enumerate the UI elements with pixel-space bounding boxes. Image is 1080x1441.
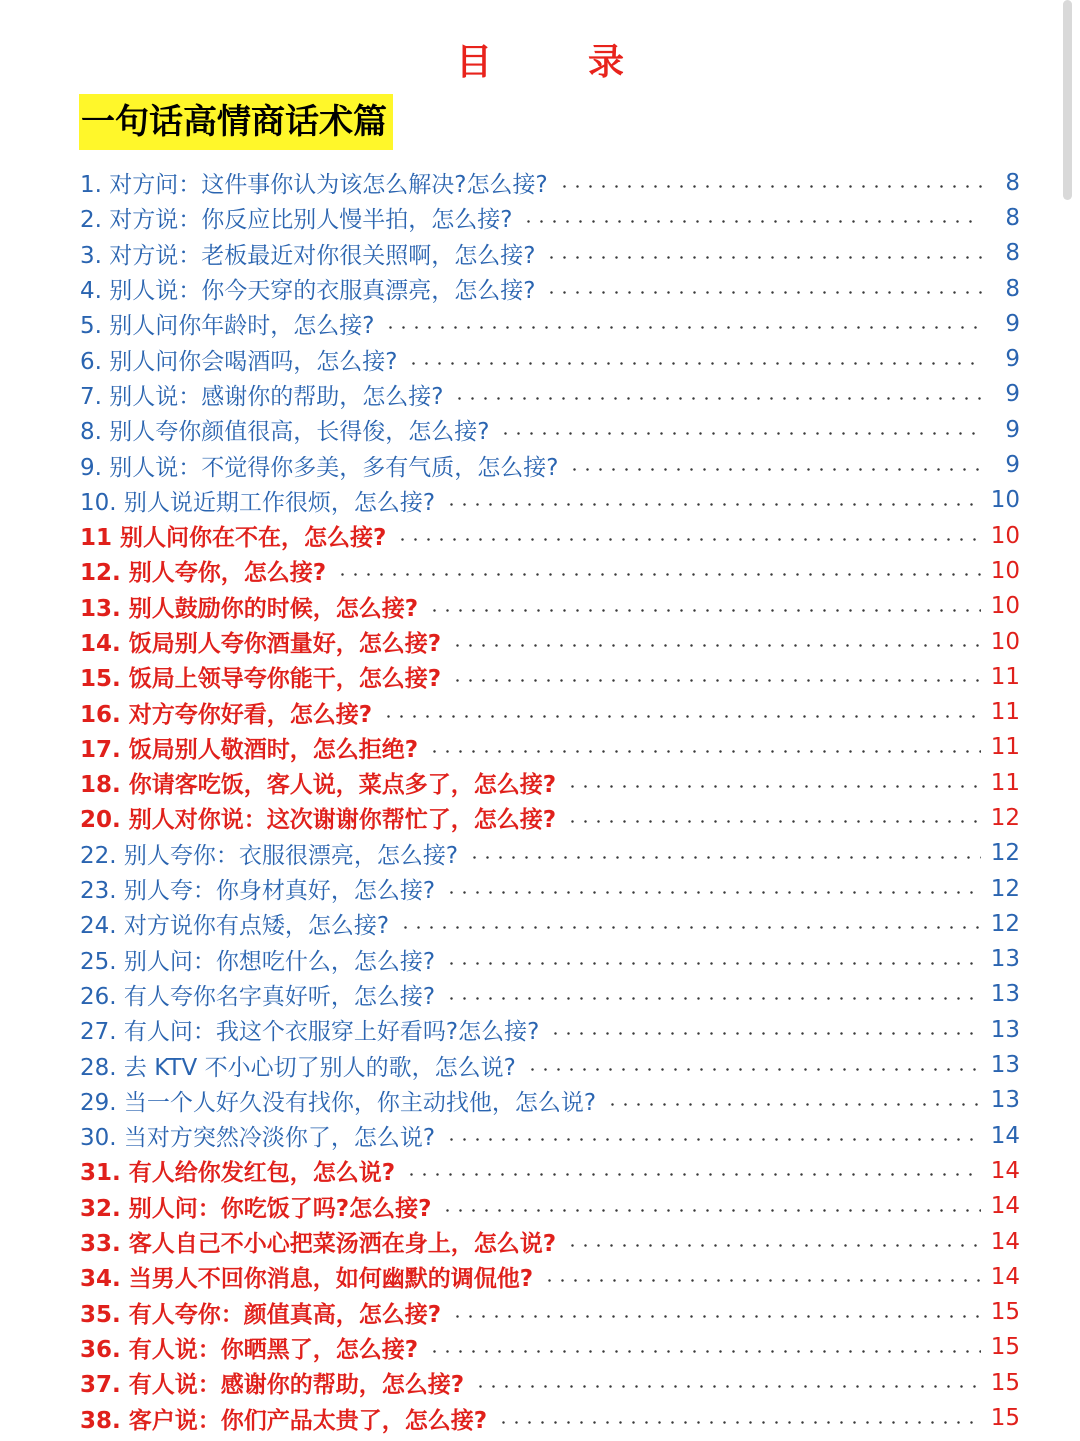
toc-entry-text: 11 别人问你在不在，怎么接? bbox=[80, 525, 387, 552]
dot-leader bbox=[441, 1209, 980, 1212]
toc-entry[interactable] bbox=[80, 271, 1020, 306]
toc-entry[interactable] bbox=[80, 589, 1020, 624]
dot-leader bbox=[428, 750, 981, 753]
toc-entry-text: 6. 别人问你会喝酒吗，怎么接? bbox=[80, 348, 398, 375]
toc-entry-text: 8. 别人夸你颜值很高，长得俊，怎么接? bbox=[80, 419, 490, 446]
dot-leader bbox=[568, 468, 982, 471]
toc-entry[interactable] bbox=[80, 1047, 1020, 1082]
toc-entry-text: 31. 有人给你发红包，怎么说? bbox=[80, 1160, 396, 1187]
dot-leader bbox=[445, 503, 981, 506]
dot-leader bbox=[445, 997, 981, 1000]
toc-entry-page-number: 12 bbox=[990, 840, 1020, 867]
toc-entry[interactable] bbox=[80, 447, 1020, 482]
toc-entry-text: 36. 有人说：你晒黑了，怎么接? bbox=[80, 1336, 419, 1363]
toc-entry-text: 34. 当男人不回你消息，如何幽默的调侃他? bbox=[80, 1266, 534, 1293]
toc-entry-page-number: 11 bbox=[990, 663, 1020, 690]
toc-entry[interactable] bbox=[80, 483, 1020, 518]
toc-entry-text: 18. 你请客吃饭，客人说，菜点多了，怎么接? bbox=[80, 772, 557, 799]
toc-entry-page-number: 10 bbox=[990, 593, 1020, 620]
toc-entry-text: 32. 别人问：你吃饭了吗?怎么接? bbox=[80, 1195, 432, 1222]
toc-entry-page-number: 15 bbox=[990, 1299, 1020, 1326]
toc-entry-text: 16. 对方夸你好看，怎么接? bbox=[80, 701, 373, 728]
toc-entry-page-number: 15 bbox=[990, 1405, 1020, 1432]
toc-entry-text: 22. 别人夸你：衣服很漂亮，怎么接? bbox=[80, 842, 459, 869]
toc-entry[interactable] bbox=[80, 1330, 1020, 1365]
toc-entry[interactable] bbox=[80, 200, 1020, 235]
toc-entry-page-number: 14 bbox=[990, 1228, 1020, 1255]
toc-entry-text: 10. 别人说近期工作很烦，怎么接? bbox=[80, 489, 436, 516]
dot-leader bbox=[558, 185, 982, 188]
toc-entry-page-number: 8 bbox=[1005, 169, 1020, 196]
dot-leader bbox=[566, 820, 981, 823]
section-title: 一句话高情商话术篇 bbox=[79, 94, 393, 150]
toc-entry[interactable] bbox=[80, 1365, 1020, 1400]
dot-leader bbox=[545, 256, 982, 259]
toc-entry[interactable] bbox=[80, 1295, 1020, 1330]
scrollbar[interactable] bbox=[1063, 0, 1072, 1441]
toc-entry[interactable] bbox=[80, 1083, 1020, 1118]
toc-entry-text: 1. 对方问：这件事你认为该怎么解决?怎么接? bbox=[80, 172, 548, 199]
toc-entry[interactable] bbox=[80, 1012, 1020, 1047]
dot-leader bbox=[453, 397, 982, 400]
dot-leader bbox=[451, 644, 981, 647]
toc-entry-text: 12. 别人夸你，怎么接? bbox=[80, 560, 327, 587]
toc-entry-page-number: 12 bbox=[990, 804, 1020, 831]
toc-entry[interactable] bbox=[80, 518, 1020, 553]
toc-entry-page-number: 14 bbox=[990, 1193, 1020, 1220]
toc-entry-page-number: 13 bbox=[990, 981, 1020, 1008]
toc-entry-text: 13. 别人鼓励你的时候，怎么接? bbox=[80, 595, 419, 622]
toc-entry-page-number: 13 bbox=[990, 946, 1020, 973]
toc-entry[interactable] bbox=[80, 942, 1020, 977]
toc-entry-text: 27. 有人问：我这个衣服穿上好看吗?怎么接? bbox=[80, 1019, 540, 1046]
toc-entry-page-number: 13 bbox=[990, 1052, 1020, 1079]
toc-entry[interactable] bbox=[80, 659, 1020, 694]
toc-entry-text: 14. 饭局别人夸你酒量好，怎么接? bbox=[80, 631, 442, 657]
dot-leader bbox=[428, 1350, 981, 1353]
toc-entry-page-number: 9 bbox=[1005, 346, 1020, 373]
scrollbar-thumb[interactable] bbox=[1063, 0, 1072, 200]
toc-entry-page-number: 10 bbox=[990, 522, 1020, 549]
dot-leader bbox=[543, 1279, 981, 1282]
toc-entry-text: 28. 去 KTV 不小心切了别人的歌，怎么说? bbox=[80, 1054, 516, 1081]
toc-entry-page-number: 8 bbox=[1005, 204, 1020, 231]
toc-entry[interactable] bbox=[80, 906, 1020, 941]
toc-entry-page-number: 9 bbox=[1005, 416, 1020, 443]
dot-leader bbox=[428, 609, 981, 612]
toc-entry[interactable] bbox=[80, 1189, 1020, 1224]
dot-leader bbox=[451, 679, 981, 682]
page-title: 目 录 bbox=[455, 42, 654, 83]
toc-entry-page-number: 14 bbox=[990, 1157, 1020, 1184]
toc-entry-page-number: 8 bbox=[1005, 240, 1020, 267]
toc-entry-page-number: 8 bbox=[1005, 275, 1020, 302]
dot-leader bbox=[384, 326, 982, 329]
toc-entry[interactable] bbox=[80, 1118, 1020, 1153]
toc-entry-text: 26. 有人夸你名字真好听，怎么接? bbox=[80, 983, 436, 1010]
dot-leader bbox=[497, 1421, 981, 1424]
dot-leader bbox=[451, 1315, 981, 1318]
dot-leader bbox=[407, 362, 982, 365]
toc-entry-page-number: 14 bbox=[990, 1263, 1020, 1290]
dot-leader bbox=[405, 1173, 981, 1176]
toc-entry-text: 33. 客人自己不小心把菜汤洒在身上，怎么说? bbox=[80, 1231, 557, 1258]
toc-entry[interactable] bbox=[80, 730, 1020, 765]
dot-leader bbox=[474, 1385, 981, 1388]
dot-leader bbox=[468, 856, 981, 859]
toc-entry-text: 17. 饭局别人敬酒时，怎么拒绝? bbox=[80, 736, 419, 763]
dot-leader bbox=[382, 715, 981, 718]
toc-entry-page-number: 10 bbox=[990, 487, 1020, 514]
dot-leader bbox=[445, 962, 981, 965]
toc-entry[interactable] bbox=[80, 977, 1020, 1012]
dot-leader bbox=[545, 291, 982, 294]
toc-entry[interactable] bbox=[80, 765, 1020, 800]
toc-entry-page-number: 13 bbox=[990, 1087, 1020, 1114]
toc-entry-page-number: 12 bbox=[990, 910, 1020, 937]
toc-entry-text: 35. 有人夸你：颜值真高，怎么接? bbox=[80, 1301, 442, 1328]
toc-entry-page-number: 10 bbox=[990, 557, 1020, 584]
dot-leader bbox=[396, 538, 980, 541]
toc-entry-text: 7. 别人说：感谢你的帮助，怎么接? bbox=[80, 383, 444, 410]
toc-entry[interactable] bbox=[80, 1400, 1020, 1435]
dot-leader bbox=[566, 785, 981, 788]
dot-leader bbox=[336, 573, 981, 576]
toc-entry-page-number: 11 bbox=[990, 699, 1020, 726]
dot-leader bbox=[399, 926, 981, 929]
toc-entry-text: 15. 饭局上领导夸你能干，怎么接? bbox=[80, 666, 442, 693]
toc-entry[interactable] bbox=[80, 377, 1020, 412]
toc-entry-text: 37. 有人说：感谢你的帮助，怎么接? bbox=[80, 1372, 465, 1399]
dot-leader bbox=[499, 432, 982, 435]
toc-entry-text: 9. 别人说：不觉得你多美，多有气质，怎么接? bbox=[80, 454, 559, 481]
toc-entry[interactable] bbox=[80, 553, 1020, 588]
toc-entry-text: 4. 别人说：你今天穿的衣服真漂亮，怎么接? bbox=[80, 278, 536, 305]
toc-entry[interactable] bbox=[80, 871, 1020, 906]
toc-entry[interactable] bbox=[80, 836, 1020, 871]
dot-leader bbox=[445, 1138, 981, 1141]
toc-entry[interactable] bbox=[80, 1259, 1020, 1294]
toc-entry-text: 24. 对方说你有点矮，怎么接? bbox=[80, 913, 390, 940]
toc-entry-page-number: 15 bbox=[990, 1334, 1020, 1361]
toc-entry-page-number: 15 bbox=[990, 1369, 1020, 1396]
toc-entry[interactable] bbox=[80, 800, 1020, 835]
toc-entry-text: 2. 对方说：你反应比别人慢半拍，怎么接? bbox=[80, 207, 513, 234]
toc-entry-page-number: 10 bbox=[990, 628, 1020, 655]
toc-entry-text: 25. 别人问：你想吃什么，怎么接? bbox=[80, 948, 436, 975]
toc-entry-page-number: 13 bbox=[990, 1016, 1020, 1043]
toc-entry[interactable] bbox=[80, 694, 1020, 729]
dot-leader bbox=[549, 1032, 980, 1035]
toc-entry[interactable] bbox=[80, 236, 1020, 271]
dot-leader bbox=[566, 1244, 981, 1247]
toc-entry[interactable] bbox=[80, 165, 1020, 200]
toc-entry-page-number: 11 bbox=[990, 769, 1020, 796]
toc-entry[interactable] bbox=[80, 1224, 1020, 1259]
dot-leader bbox=[445, 891, 981, 894]
dot-leader bbox=[606, 1103, 981, 1106]
toc-entry[interactable] bbox=[80, 412, 1020, 447]
toc-entry-text: 23. 别人夸：你身材真好，怎么接? bbox=[80, 878, 436, 905]
toc-entry-text: 30. 当对方突然冷淡你了，怎么说? bbox=[80, 1125, 436, 1152]
dot-leader bbox=[526, 1068, 981, 1071]
toc-entry[interactable] bbox=[80, 306, 1020, 341]
toc-entry-page-number: 11 bbox=[990, 734, 1020, 761]
toc-entry-page-number: 9 bbox=[1005, 381, 1020, 408]
toc-entry-page-number: 9 bbox=[1005, 310, 1020, 337]
toc-entry-page-number: 9 bbox=[1005, 452, 1020, 479]
toc-entry-text: 20. 别人对你说：这次谢谢你帮忙了，怎么接? bbox=[80, 807, 557, 834]
toc-entry[interactable] bbox=[80, 1153, 1020, 1188]
toc-entry[interactable] bbox=[80, 624, 1020, 659]
toc-entry-text: 5. 别人问你年龄时，怎么接? bbox=[80, 313, 375, 340]
toc-entry-text: 29. 当一个人好久没有找你，你主动找他，怎么说? bbox=[80, 1089, 597, 1116]
table-of-contents bbox=[80, 165, 1020, 1436]
toc-entry[interactable] bbox=[80, 341, 1020, 376]
toc-entry-text: 38. 客户说：你们产品太贵了，怎么接? bbox=[80, 1407, 488, 1434]
toc-entry-page-number: 14 bbox=[990, 1122, 1020, 1149]
toc-entry-text: 3. 对方说：老板最近对你很关照啊，怎么接? bbox=[80, 242, 536, 269]
toc-entry-page-number: 12 bbox=[990, 875, 1020, 902]
dot-leader bbox=[522, 220, 982, 223]
